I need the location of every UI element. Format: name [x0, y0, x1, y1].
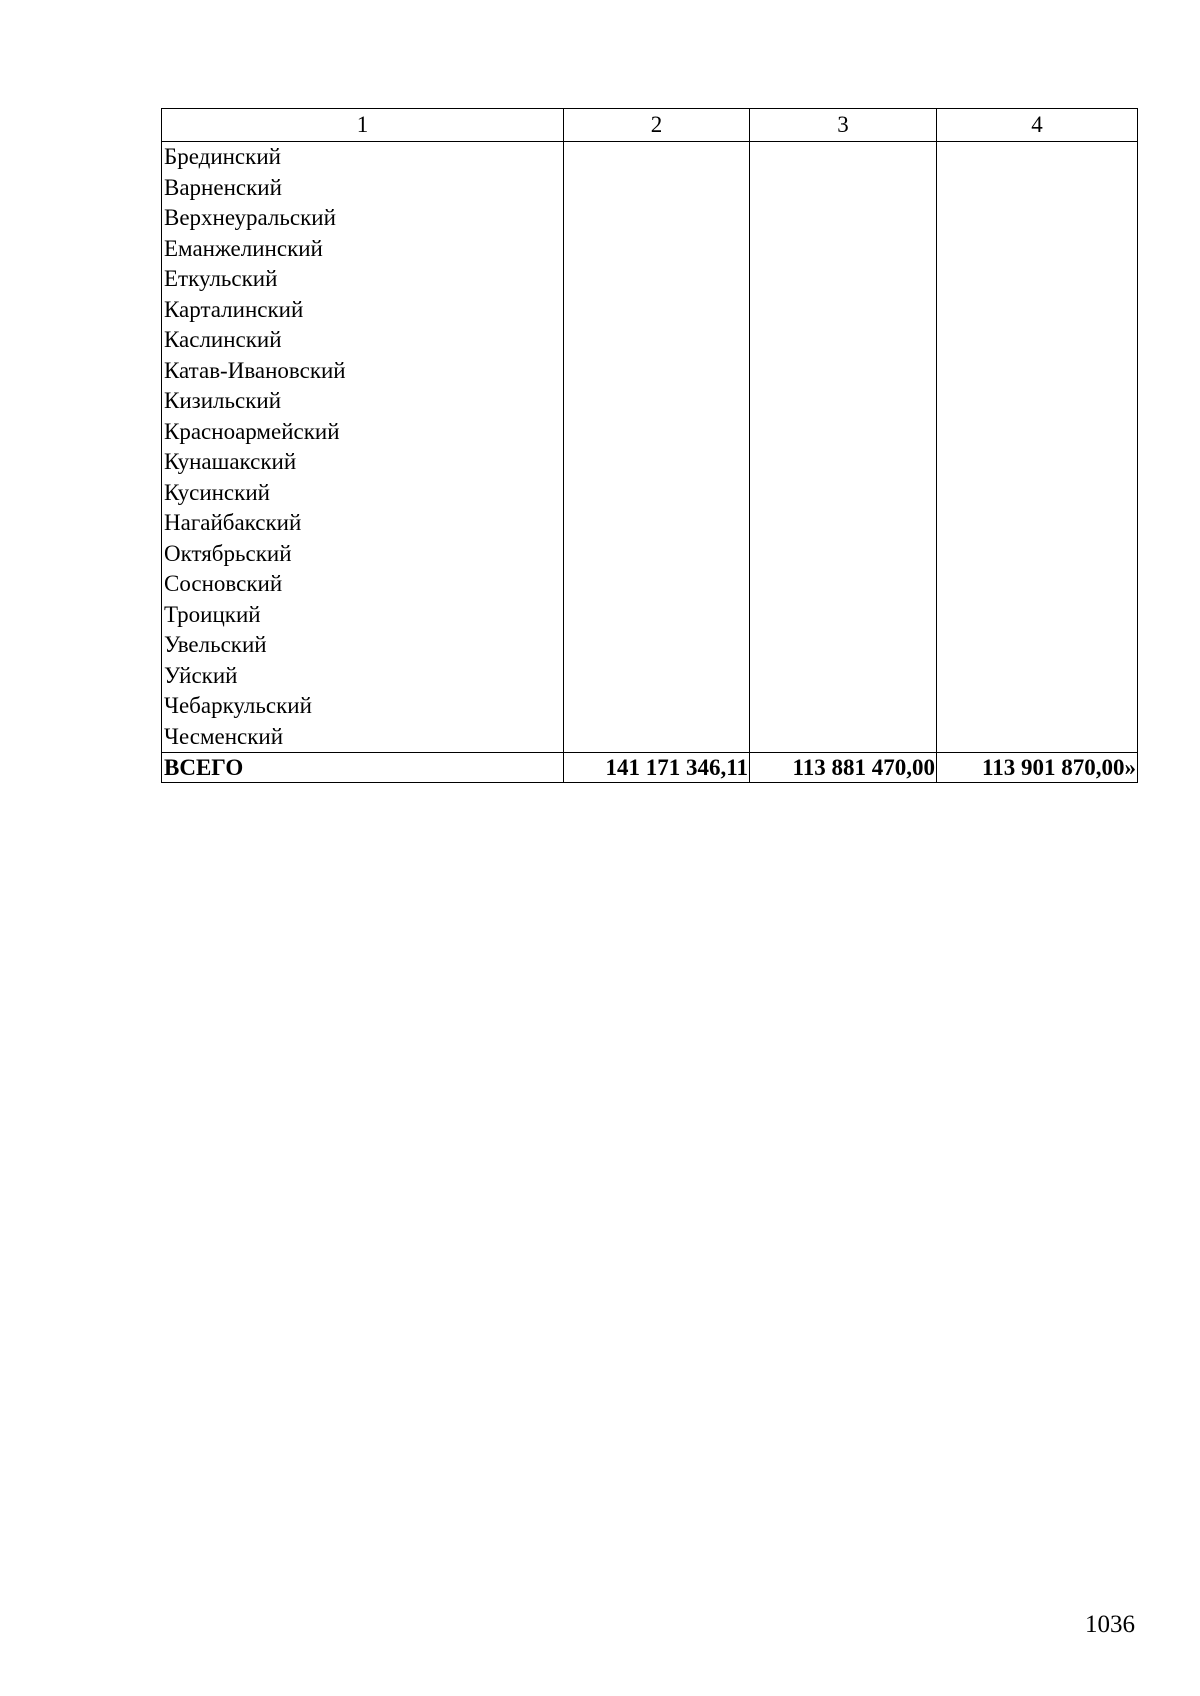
cell-col-4 [937, 295, 1138, 326]
table-row [162, 447, 1138, 478]
cell-col-3 [750, 203, 937, 234]
total-label: ВСЕГО [162, 753, 564, 783]
header-row [162, 109, 1138, 142]
header-col-3: 3 [750, 109, 937, 142]
cell-col-3 [750, 569, 937, 600]
cell-col-2 [564, 661, 750, 692]
table-row [162, 600, 1138, 631]
cell-col-3 [750, 417, 937, 448]
cell-col-4 [937, 508, 1138, 539]
district-name: Чесменский [162, 722, 564, 753]
cell-col-2 [564, 264, 750, 295]
cell-col-4 [937, 234, 1138, 265]
cell-col-4 [937, 356, 1138, 387]
district-name: Троицкий [162, 600, 564, 631]
cell-col-2 [564, 173, 750, 204]
district-name: Увельский [162, 630, 564, 661]
cell-col-2 [564, 600, 750, 631]
cell-col-2 [564, 539, 750, 570]
district-name: Октябрьский [162, 539, 564, 570]
cell-col-3 [750, 356, 937, 387]
cell-col-3 [750, 508, 937, 539]
district-name: Сосновский [162, 569, 564, 600]
cell-col-2 [564, 386, 750, 417]
cell-col-2 [564, 234, 750, 265]
cell-col-2 [564, 447, 750, 478]
district-name: Кизильский [162, 386, 564, 417]
cell-col-4 [937, 630, 1138, 661]
cell-col-4 [937, 386, 1138, 417]
table-row [162, 203, 1138, 234]
cell-col-3 [750, 630, 937, 661]
table-row [162, 478, 1138, 509]
cell-col-4 [937, 264, 1138, 295]
cell-col-2 [564, 569, 750, 600]
cell-col-3 [750, 234, 937, 265]
table-row [162, 295, 1138, 326]
district-name: Верхнеуральский [162, 203, 564, 234]
district-name: Чебаркульский [162, 691, 564, 722]
cell-col-4 [937, 325, 1138, 356]
cell-col-4 [937, 722, 1138, 753]
district-name: Еманжелинский [162, 234, 564, 265]
cell-col-2 [564, 203, 750, 234]
page-number: 1036 [1085, 1611, 1135, 1638]
cell-col-2 [564, 722, 750, 753]
cell-col-3 [750, 325, 937, 356]
cell-col-3 [750, 600, 937, 631]
district-name: Красноармейский [162, 417, 564, 448]
cell-col-2 [564, 295, 750, 326]
cell-col-2 [564, 417, 750, 448]
district-name: Катав-Ивановский [162, 356, 564, 387]
cell-col-3 [750, 142, 937, 173]
table-row [162, 691, 1138, 722]
cell-col-4 [937, 600, 1138, 631]
cell-col-3 [750, 691, 937, 722]
total-row [162, 753, 1138, 783]
cell-col-4 [937, 173, 1138, 204]
cell-col-2 [564, 630, 750, 661]
cell-col-3 [750, 447, 937, 478]
table-row [162, 234, 1138, 265]
cell-col-2 [564, 356, 750, 387]
table-row [162, 356, 1138, 387]
cell-col-4 [937, 569, 1138, 600]
header-col-2: 2 [564, 109, 750, 142]
table-row [162, 417, 1138, 448]
district-name: Варненский [162, 173, 564, 204]
cell-col-3 [750, 539, 937, 570]
cell-col-3 [750, 386, 937, 417]
cell-col-2 [564, 508, 750, 539]
district-name: Карталинский [162, 295, 564, 326]
district-name: Уйский [162, 661, 564, 692]
table-row [162, 539, 1138, 570]
cell-col-4 [937, 203, 1138, 234]
table-row [162, 630, 1138, 661]
budget-table [161, 108, 1138, 783]
total-col-3: 113 881 470,00 [750, 753, 937, 783]
table-row [162, 386, 1138, 417]
cell-col-4 [937, 661, 1138, 692]
cell-col-4 [937, 539, 1138, 570]
district-name: Кунашакский [162, 447, 564, 478]
district-name: Еткульский [162, 264, 564, 295]
table-row [162, 661, 1138, 692]
header-col-1: 1 [162, 109, 564, 142]
cell-col-2 [564, 142, 750, 173]
cell-col-2 [564, 325, 750, 356]
cell-col-2 [564, 691, 750, 722]
cell-col-4 [937, 417, 1138, 448]
cell-col-3 [750, 478, 937, 509]
table-row [162, 325, 1138, 356]
cell-col-4 [937, 447, 1138, 478]
cell-col-3 [750, 661, 937, 692]
district-name: Нагайбакский [162, 508, 564, 539]
cell-col-4 [937, 478, 1138, 509]
cell-col-3 [750, 173, 937, 204]
total-col-2: 141 171 346,11 [564, 753, 750, 783]
table-row [162, 569, 1138, 600]
header-col-4: 4 [937, 109, 1138, 142]
cell-col-4 [937, 142, 1138, 173]
table-row [162, 264, 1138, 295]
table-row [162, 722, 1138, 753]
cell-col-4 [937, 691, 1138, 722]
total-col-4: 113 901 870,00» [937, 753, 1138, 783]
district-name: Брединский [162, 142, 564, 173]
cell-col-2 [564, 478, 750, 509]
table-row [162, 142, 1138, 173]
table-row [162, 508, 1138, 539]
district-name: Каслинский [162, 325, 564, 356]
district-name: Кусинский [162, 478, 564, 509]
cell-col-3 [750, 295, 937, 326]
cell-col-3 [750, 722, 937, 753]
table-row [162, 173, 1138, 204]
cell-col-3 [750, 264, 937, 295]
